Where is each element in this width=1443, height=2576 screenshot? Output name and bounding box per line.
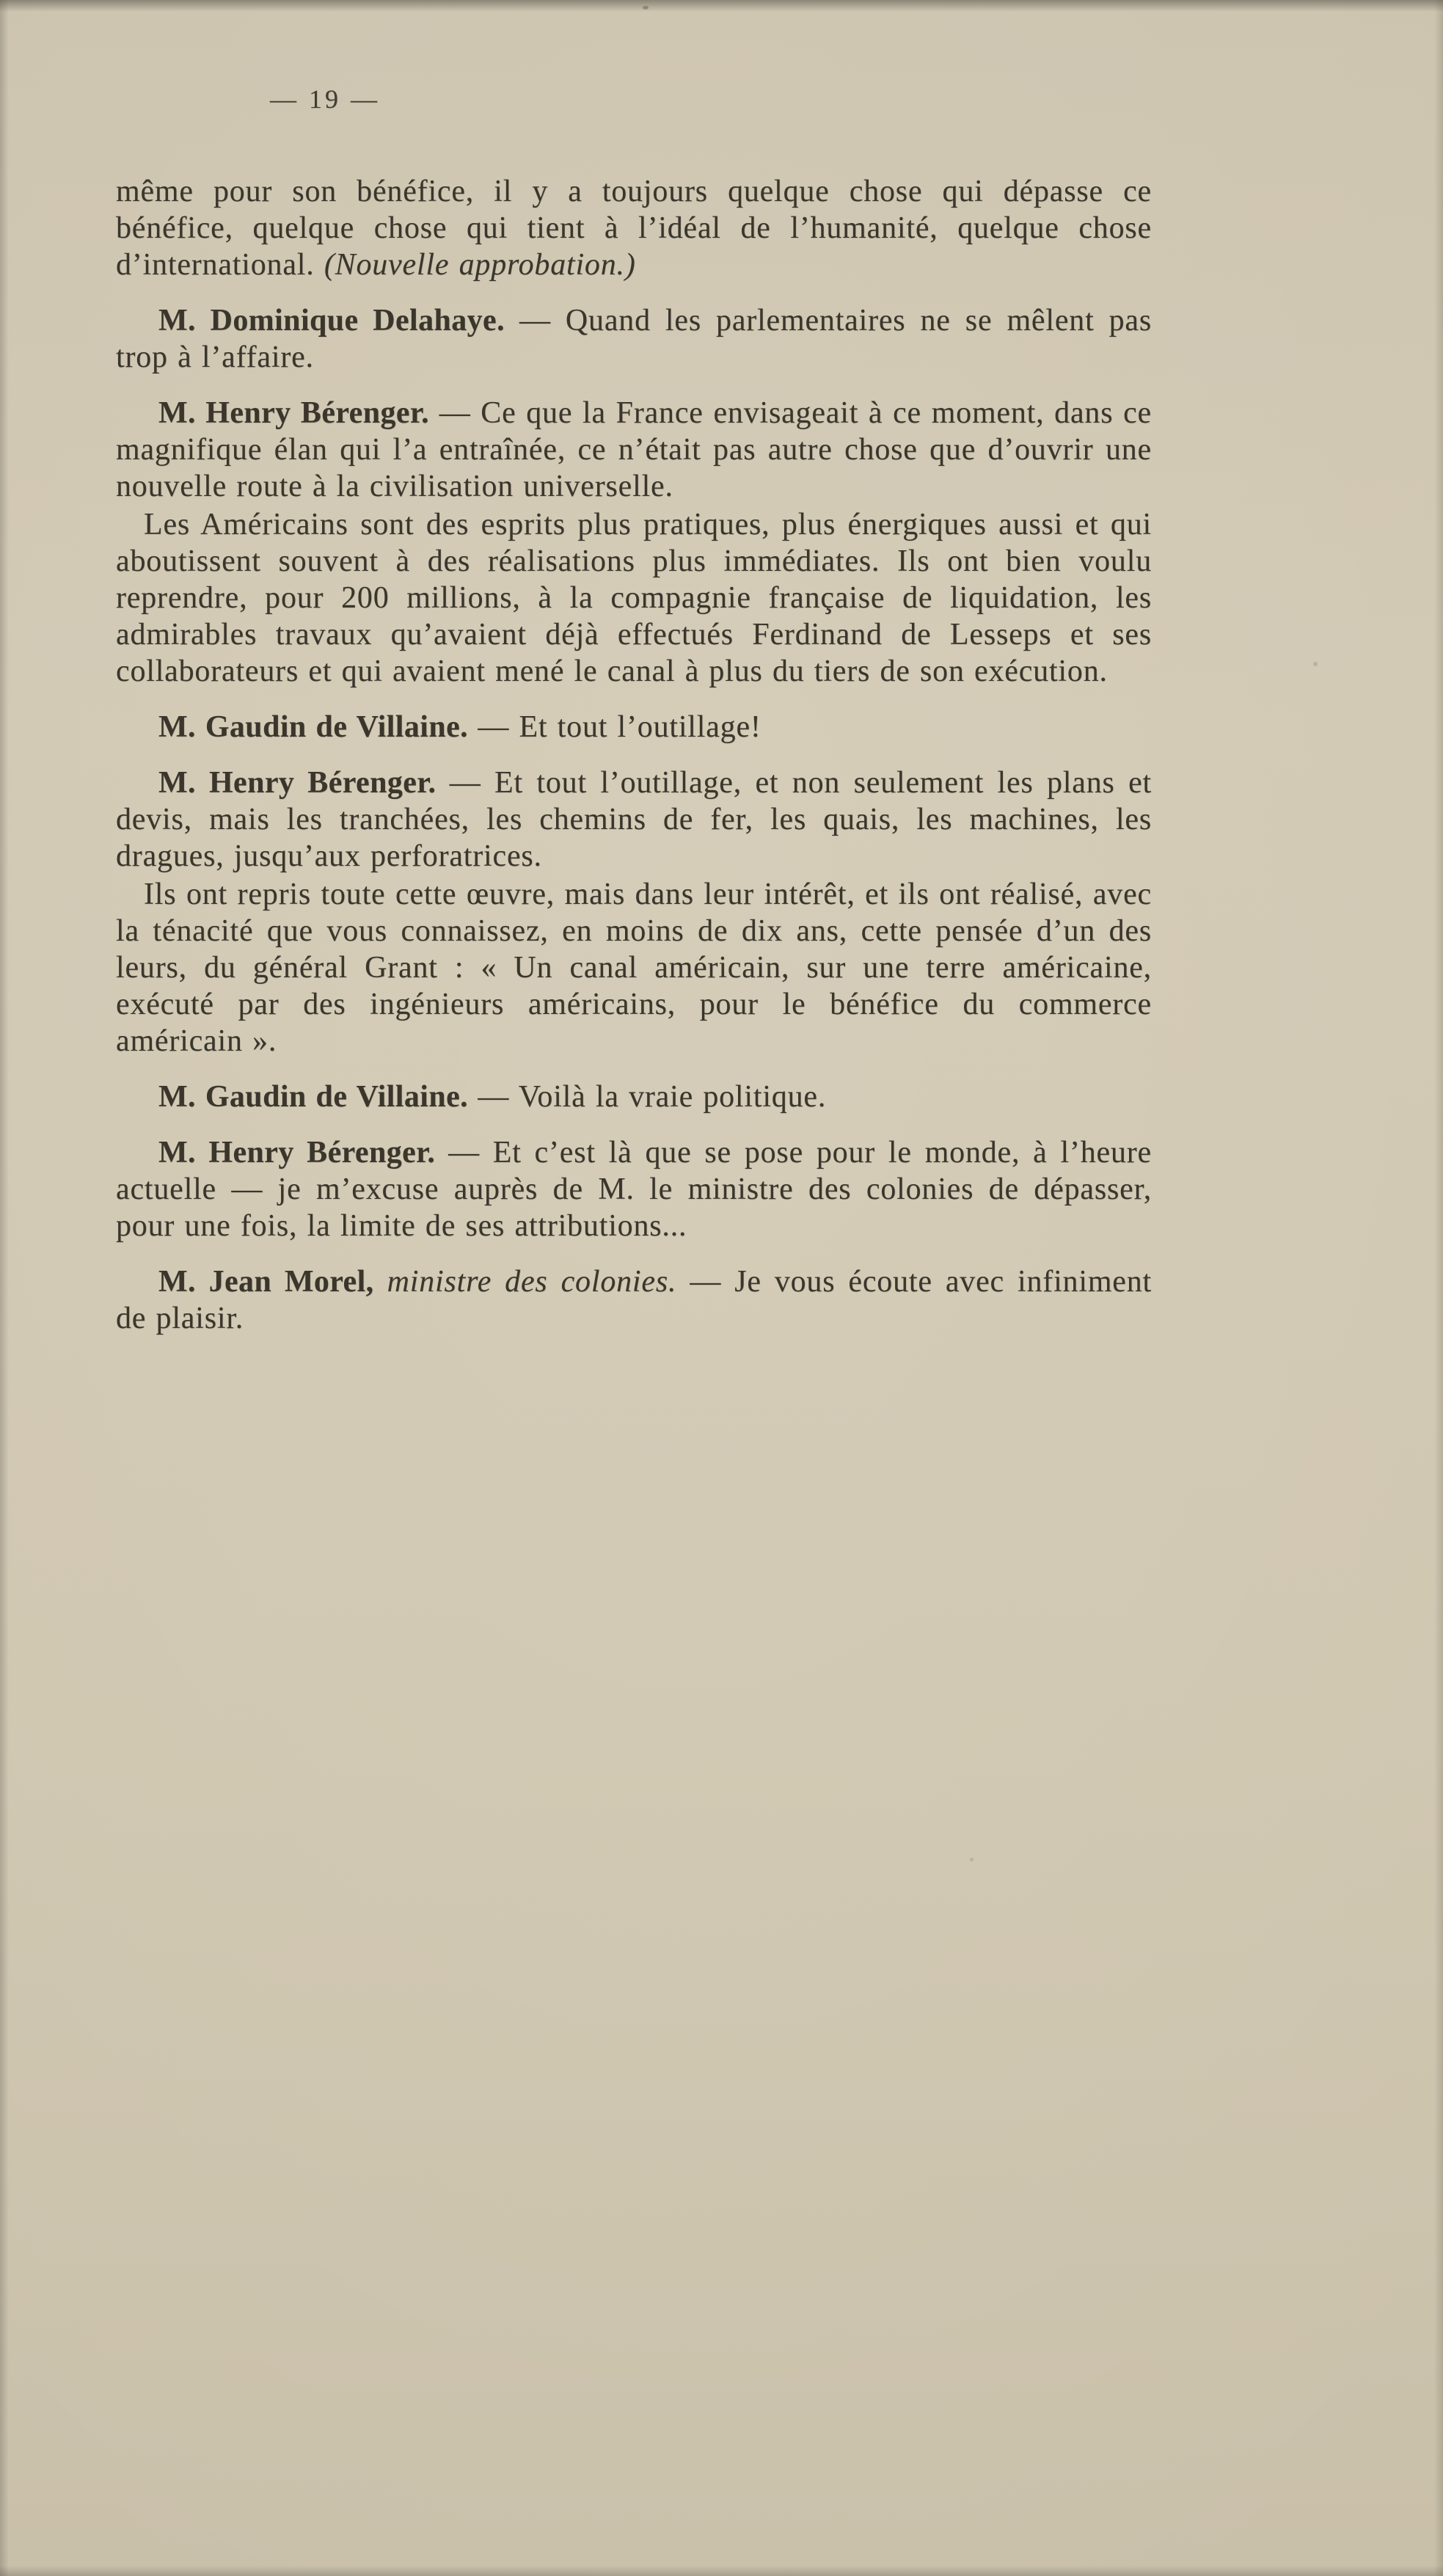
scan-artifact-speck xyxy=(1313,662,1318,666)
page-number: — 19 — xyxy=(270,84,380,114)
scan-edge-shadow-left xyxy=(0,0,9,2576)
stage-direction: (Nouvelle approbation.) xyxy=(314,248,636,282)
text-block xyxy=(116,173,1152,1337)
paragraph-delahaye xyxy=(116,302,1152,376)
speaker-name: M. Dominique Delahaye. xyxy=(158,304,505,337)
paragraph-berenger-2 xyxy=(116,765,1152,875)
scan-edge-shadow-bottom xyxy=(0,2566,1443,2576)
paragraph-americains xyxy=(116,506,1152,690)
speaker-name: M. Jean Morel, xyxy=(158,1265,374,1299)
speaker-name: M. Henry Bérenger. xyxy=(158,766,436,800)
paragraph-continuation xyxy=(116,173,1152,283)
paragraph-text: — Ce que la France envisageait à ce moment, dans ce magnifique élan qui l’a entraînée, ce n’était pas autre chose que d’ouvrir une nouvelle route à la civilisation universelle. xyxy=(116,396,1152,503)
paragraph-morel xyxy=(116,1263,1152,1337)
paragraph-text: — Et tout l’outillage! xyxy=(468,710,761,744)
speaker-role: ministre des colonies. xyxy=(373,1265,677,1299)
speaker-name: M. Gaudin de Villaine. xyxy=(158,1080,469,1114)
paragraph-canal-grant xyxy=(116,876,1152,1059)
scan-edge-shadow-right xyxy=(1434,0,1443,2576)
paragraph-berenger-1 xyxy=(116,395,1152,505)
scan-edge-shadow-top xyxy=(0,0,1443,12)
paragraph-villaine-1 xyxy=(116,709,1152,745)
paragraph-text: — Et c’est là que se pose pour le monde, à l’heure actuelle — je m’excuse auprès de M. le ministre des colonies de dépasser, pour une fois, la limite de ses attributions... xyxy=(116,1136,1152,1243)
paragraph-text: — Et tout l’outillage, et non seulement les plans et devis, mais les tranchées, les chemins de fer, les quais, les machines, les dragues, jusqu’aux perforatrices. xyxy=(116,766,1152,873)
paragraph-berenger-3 xyxy=(116,1134,1152,1244)
speaker-name: M. Henry Bérenger. xyxy=(158,396,429,430)
speaker-name: M. Henry Bérenger. xyxy=(158,1136,436,1170)
paragraph-text: — Voilà la vraie politique. xyxy=(468,1080,827,1114)
paragraph-text: — Quand les parlementaires ne se mêlent pas trop à l’affaire. xyxy=(116,304,1152,374)
paragraph-villaine-2 xyxy=(116,1079,1152,1115)
paragraph-text: — Je vous écoute avec infiniment de plaisir. xyxy=(116,1265,1152,1335)
scan-artifact-speck xyxy=(970,1858,973,1861)
speaker-name: M. Gaudin de Villaine. xyxy=(158,710,469,744)
paragraph-text: Ils ont repris toute cette œuvre, mais dans leur intérêt, et ils ont réalisé, avec la ténacité que vous connaissez, en moins de dix ans, cette pensée d’un des leurs, du général Grant : « Un canal américain, sur une terre américaine, exécuté par des ingénieurs américains, pour le bénéfice du commerce américain ». xyxy=(116,877,1152,1058)
paragraph-text: même pour son bénéfice, il y a toujours quelque chose qui dépasse ce bénéfice, quelque chose qui tient à l’idéal de l’humanité, quelque chose d’international. xyxy=(116,175,1152,282)
paragraph-text: Les Américains sont des esprits plus pratiques, plus énergiques aussi et qui aboutissent souvent à des réalisations plus immédiates. Ils ont bien voulu reprendre, pour 200 millions, à la compagnie française de liquidation, les admirables travaux qu’avaient déjà effectués Ferdinand de Lesseps et ses collaborateurs et qui avaient mené le canal à plus du tiers de son exécution. xyxy=(116,508,1152,688)
scan-artifact-speck xyxy=(643,6,649,10)
